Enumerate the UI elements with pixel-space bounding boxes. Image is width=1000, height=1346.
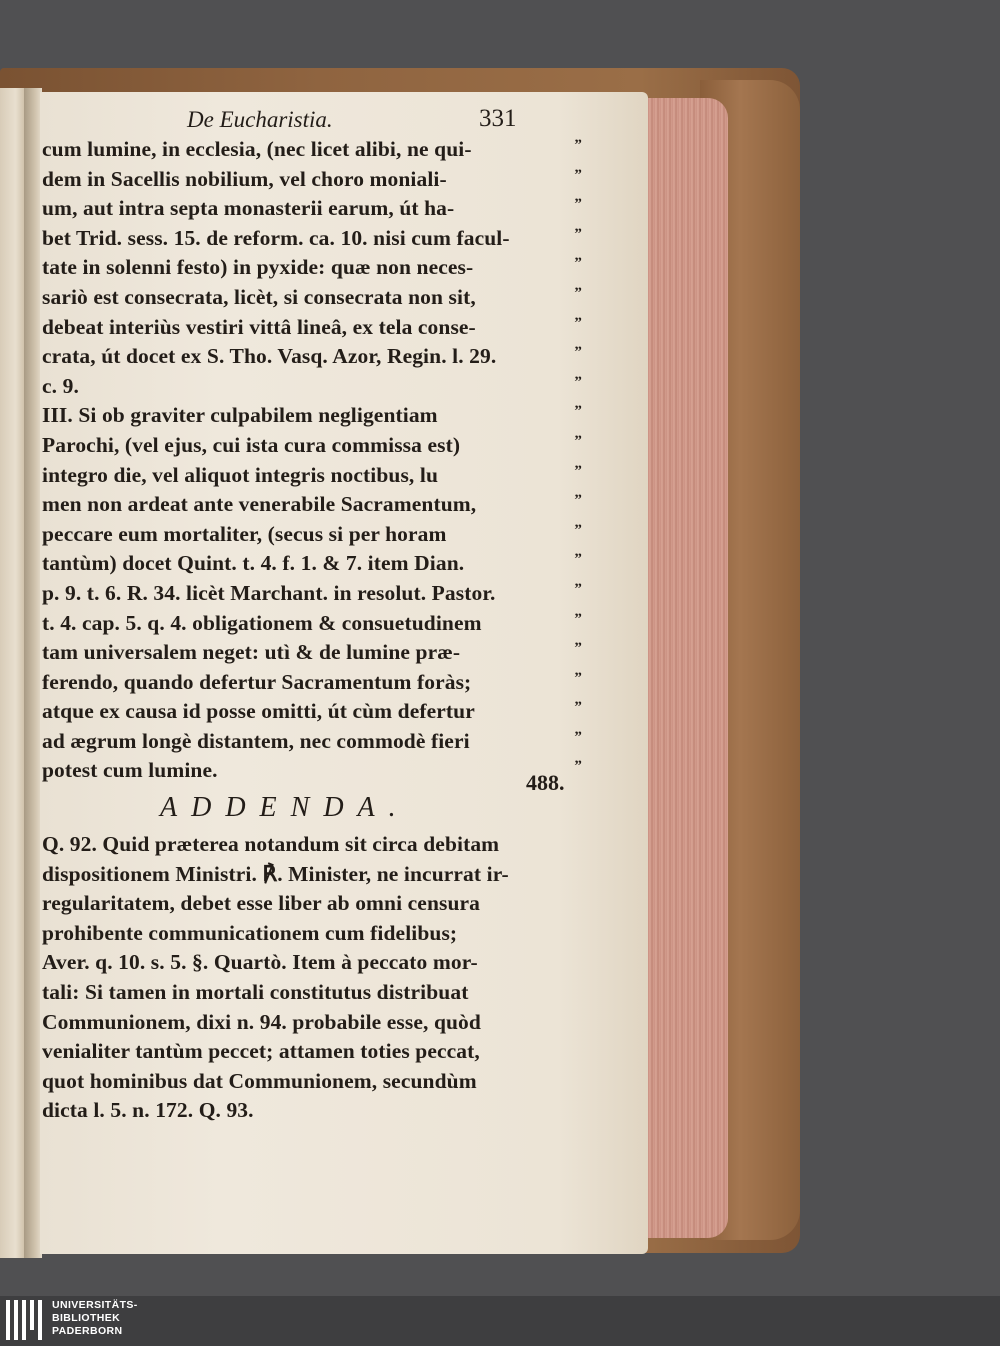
text-line-content: cum lumine, in ecclesia, (nec licet alibi, ne qui- xyxy=(42,137,472,161)
logo-line-2: BIBLIOTHEK xyxy=(52,1312,121,1324)
section-heading xyxy=(42,788,572,832)
text-line-content: dispositionem Ministri. ℟. Minister, ne incurrat ir- xyxy=(42,861,509,886)
text-line-content: integro die, vel aliquot integris noctibus, lu xyxy=(42,462,439,487)
logo-line-3: PADERBORN xyxy=(52,1325,123,1337)
text-line-content: debeat interiùs vestiri vittâ lineâ, ex tela conse- xyxy=(42,314,476,339)
quotation-mark: ” xyxy=(574,225,582,242)
text-line xyxy=(42,403,582,433)
running-head-title: De Eucharistia. xyxy=(187,107,333,132)
text-line-content: Communionem, dixi n. 94. probabile esse, quòd xyxy=(42,1009,481,1034)
text-line-content: p. 9. t. 6. R. 34. licèt Marchant. in resolut. Pastor. xyxy=(42,580,496,605)
text-line xyxy=(42,196,582,226)
addenda-paragraph xyxy=(42,832,572,1128)
text-line-content: sariò est consecrata, licèt, si consecrata non sit, xyxy=(42,284,476,309)
quotation-mark: ” xyxy=(574,699,582,716)
quotation-mark: ” xyxy=(574,551,582,568)
quotation-mark: ” xyxy=(574,344,582,361)
text-line xyxy=(42,640,582,670)
text-line-content: atque ex causa id posse omitti, út cùm defertur xyxy=(42,699,475,724)
quotation-mark: ” xyxy=(574,580,582,597)
text-line xyxy=(42,314,582,345)
text-line xyxy=(42,344,582,374)
text-line xyxy=(42,551,582,581)
library-logo-icon xyxy=(4,1300,44,1342)
text-line-content: ferendo, quando defertur Sacramentum foràs; xyxy=(42,669,472,694)
text-line xyxy=(42,728,582,759)
text-line xyxy=(42,284,582,315)
library-logo-text xyxy=(52,1299,138,1338)
quotation-mark: ” xyxy=(574,196,582,213)
quotation-mark: ” xyxy=(574,521,582,538)
text-line xyxy=(42,758,582,788)
text-line xyxy=(42,492,582,522)
text-line-content: Aver. q. 10. s. 5. §. Quartò. Item à peccato mor- xyxy=(42,950,478,975)
text-line xyxy=(42,1010,572,1040)
text-line-content: prohibente communicationem cum fidelibus; xyxy=(42,920,458,945)
text-line xyxy=(42,891,572,921)
text-line xyxy=(42,610,582,641)
text-line xyxy=(42,950,572,980)
text-line xyxy=(42,921,572,951)
text-line xyxy=(42,699,582,729)
text-line-content: ad ægrum longè distantem, nec commodè fieri xyxy=(42,728,470,753)
quotation-mark: ” xyxy=(574,403,582,420)
previous-page-text-fragments xyxy=(0,218,22,1198)
text-line-content: dem in Sacellis nobilium, vel choro moniali- xyxy=(42,166,447,191)
text-line xyxy=(42,166,582,197)
text-line xyxy=(42,862,572,892)
page-number: 331 xyxy=(479,105,517,132)
text-line xyxy=(42,1098,572,1128)
text-line-content: peccare eum mortaliter, (secus si per horam xyxy=(42,521,447,546)
text-line xyxy=(42,580,582,611)
quotation-mark: ” xyxy=(574,462,582,479)
text-line-content: tantùm) docet Quint. t. 4. f. 1. & 7. item Dian. xyxy=(42,551,465,576)
quotation-mark: ” xyxy=(574,758,582,775)
text-line xyxy=(42,832,572,862)
text-line-content: quot hominibus dat Communionem, secundùm xyxy=(42,1068,477,1093)
text-line-content: tam universalem neget: utì & de lumine præ- xyxy=(42,640,461,665)
text-line-content: men non ardeat ante venerabile Sacramentum, xyxy=(42,492,477,517)
text-line-content: t. 4. cap. 5. q. 4. obligationem & consuetudinem xyxy=(42,610,482,635)
quotation-mark: ” xyxy=(574,137,582,153)
text-line xyxy=(42,373,582,404)
text-line-content: tali: Si tamen in mortali constitutus distribuat xyxy=(42,980,469,1005)
quotation-mark: ” xyxy=(574,255,582,272)
text-line-content: venialiter tantùm peccet; attamen toties peccat, xyxy=(42,1039,480,1064)
text-line xyxy=(42,521,582,552)
quotation-mark: ” xyxy=(574,166,582,183)
page-text-block xyxy=(42,105,582,1128)
running-head xyxy=(42,105,572,137)
text-line-content: um, aut intra septa monasterii earum, út ha- xyxy=(42,196,455,221)
body-paragraphs xyxy=(42,137,582,788)
text-line xyxy=(42,432,582,463)
text-line xyxy=(42,462,582,493)
text-line xyxy=(42,137,582,167)
quotation-mark: ” xyxy=(574,314,582,331)
previous-page-edge xyxy=(0,88,26,1258)
text-line-content: Parochi, (vel ejus, cui ista cura commissa est) xyxy=(42,432,461,457)
section-heading-text: ADDENDA. xyxy=(160,792,410,824)
quotation-mark: ” xyxy=(574,640,582,657)
text-line-content: dicta l. 5. n. 172. Q. 93. xyxy=(42,1098,254,1123)
quotation-mark: ” xyxy=(574,432,582,449)
library-footer xyxy=(0,1296,1000,1346)
text-line-content: regularitatem, debet esse liber ab omni censura xyxy=(42,891,481,916)
text-line xyxy=(42,1069,572,1099)
text-line-content: Q. 92. Quid præterea notandum sit circa debitam xyxy=(42,832,500,857)
logo-line-1: UNIVERSITÄTS- xyxy=(52,1299,138,1311)
margin-number: 488. xyxy=(526,770,565,795)
text-line-content: c. 9. xyxy=(42,373,79,398)
quotation-mark: ” xyxy=(574,669,582,686)
text-line-content: tate in solenni festo) in pyxide: quæ non neces- xyxy=(42,255,474,280)
text-line-content: crata, út docet ex S. Tho. Vasq. Azor, Regin. l. 29. xyxy=(42,344,497,369)
text-line-content: potest cum lumine. xyxy=(42,758,218,783)
text-line xyxy=(42,980,572,1010)
quotation-mark: ” xyxy=(574,284,582,301)
quotation-mark: ” xyxy=(574,610,582,627)
text-line xyxy=(42,225,582,256)
text-line xyxy=(42,669,582,700)
quotation-mark: ” xyxy=(574,492,582,509)
text-line-content: bet Trid. sess. 15. de reform. ca. 10. nisi cum facul- xyxy=(42,225,510,250)
quotation-mark: ” xyxy=(574,373,582,390)
text-line xyxy=(42,255,582,285)
text-line-content: III. Si ob graviter culpabilem negligentiam xyxy=(42,403,438,428)
text-line xyxy=(42,1039,572,1069)
page-fore-edge xyxy=(648,98,728,1238)
quotation-mark: ” xyxy=(574,728,582,745)
